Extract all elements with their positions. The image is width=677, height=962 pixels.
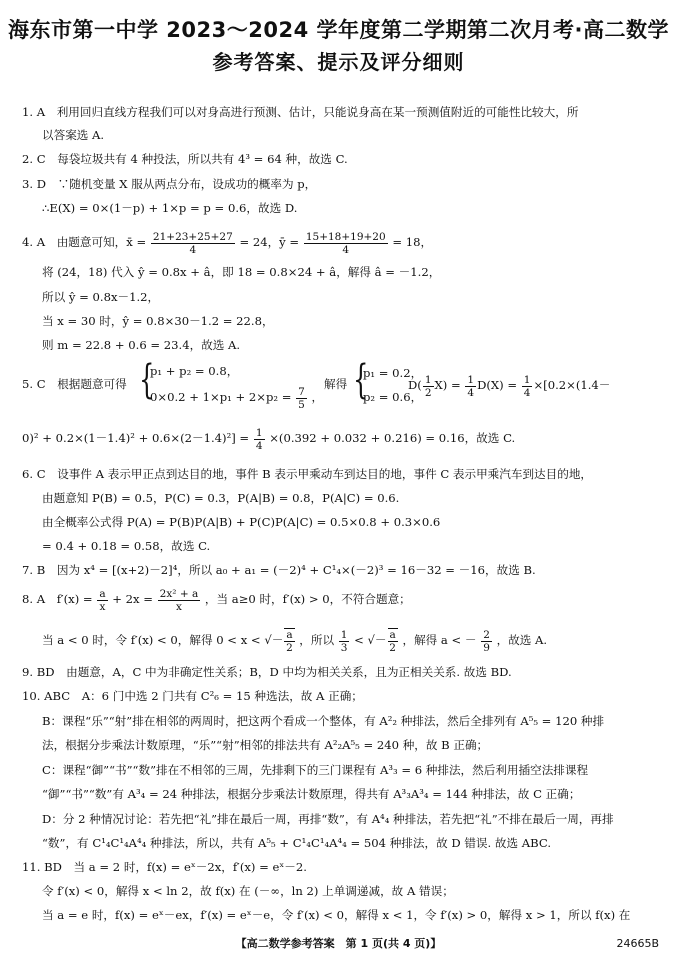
answer-6-line-4: = 0.4 + 0.18 = 0.58，故选 C. xyxy=(42,539,211,553)
answer-8-line-2: 当 a < 0 时，令 f′(x) < 0，解得 0 < x < √－ $\frac{a}{2}$ ，所以 $\frac{1}{3}$ < √－ $\frac{a}{2}$ ，解得 a < － $\frac{2}{9}$ ，故选 A. xyxy=(42,628,548,654)
answer-5-line-2: 0)² + 0.2×(1－1.4)² + 0.6×(2－1.4)²] = $\frac{1}{4}$ ×(0.392 + 0.032 + 0.216) = 0.16，故选 C. xyxy=(22,426,516,452)
answer-11-line-3: 当 a = e 时，f(x) = eˣ－ex，f′(x) = eˣ－e，令 f′(x) < 0，解得 x < 1，令 f′(x) > 0，解得 x > 1，所以 f(x) 在 xyxy=(42,908,631,922)
answer-11-line-1: 11. BD 当 a = 2 时，f(x) = eˣ－2x，f′(x) = eˣ－2. xyxy=(22,860,307,874)
variance-expression: D( $\frac{1}{2}$ X) = $\frac{1}{4}$ D(X) = $\frac{1}{4}$ ×[0.2×(1.4－ xyxy=(408,373,611,399)
answer-7: 7. B 因为 x⁴ = [(x+2)－2]⁴，所以 a₀ + a₁ = (－2)⁴ + C¹₄×(－2)³ = 16－32 = －16，故选 B. xyxy=(22,563,536,577)
answer-3-line-1: 3. D ∵随机变量 X 服从两点分布，设成功的概率为 p， xyxy=(22,177,317,191)
answer-10-line-6: D：分 2 种情况讨论：若先把“礼”排在最后一周，再排“数”，有 A⁴₄ 种排法，若先把“礼”不排在最后一周，再排 xyxy=(42,812,614,826)
answer-4-line-1 xyxy=(22,229,432,256)
answer-2: 2. C 每袋垃圾共有 4 种投法，所以共有 4³ = 64 种，故选 C. xyxy=(22,152,348,166)
answer-10-line-5: “御”“书”“数”有 A³₄ = 24 种排法，根据分步乘法计数原理，得共有 A³₃A³₄ = 144 种排法，故 C 正确； xyxy=(42,787,581,801)
answer-10-line-1: 10. ABC A：6 门中选 2 门共有 C²₆ = 15 种选法，故 A 正确； xyxy=(22,689,363,703)
answer-10-line-4: C：课程“御”“书”“数”排在不相邻的三周，先排剩下的三门课程有 A³₃ = 6 种排法，然后利用插空法排课程 xyxy=(42,763,589,777)
answer-10-line-7: “数”，有 C¹₄C¹₄A⁴₄ 种排法，所以，共有 A⁵₅ + C¹₄C¹₄A⁴₄ = 504 种排法，故 D 错误. 故选 ABC. xyxy=(42,836,552,850)
solution-p1: p₁ = 0.2， xyxy=(363,366,423,380)
system-equation-2: 0×0.2 + 1×p₁ + 2×p₂ = $\frac{7}{5}$ ， xyxy=(150,385,324,411)
answer-4-line-3: 所以 ŷ = 0.8x－1.2， xyxy=(42,290,160,304)
answer-3-line-2: ∴E(X) = 0×(1－p) + 1×p = p = 0.6，故选 D. xyxy=(42,201,298,215)
mean-y-fraction: $\frac{15+18+19+20}{4}$ xyxy=(305,230,386,256)
answer-9: 9. BD 由题意，A，C 中为非确定性关系；B，D 中均为相关关系，且为正相关关系. 故选 BD. xyxy=(22,665,512,679)
answer-1-line-1: 1. A 利用回归直线方程我们可以对身高进行预测、估计，只能说身高在某一预测值附近的可能性比较大，所 xyxy=(22,105,579,119)
answer-11-line-2: 令 f′(x) < 0，解得 x < ln 2，故 f(x) 在 (－∞，ln 2) 上单调递减，故 A 错误； xyxy=(42,884,454,898)
answer-4-line-4: 当 x = 30 时，ŷ = 0.8×30－1.2 = 22.8， xyxy=(42,314,274,328)
answer-6-line-3: 由全概率公式得 P(A) = P(B)P(A|B) + P(C)P(A|C) = 0.5×0.8 + 0.3×0.6 xyxy=(42,515,441,529)
answer-10-line-3: 法，根据分步乘法计数原理，“乐”“射”相邻的排法共有 A²₂A⁵₅ = 240 种，故 B 正确； xyxy=(42,738,489,752)
answer-4-text: = 18， xyxy=(392,235,433,249)
sqrt-symbol: √－ xyxy=(264,633,284,647)
answer-4-line-5: 则 m = 22.8 + 0.6 = 23.4，故选 A. xyxy=(42,338,241,352)
answer-6-line-2: 由题意知 P(B) = 0.5，P(C) = 0.3，P(A|B) = 0.8，P(A|C) = 0.6. xyxy=(42,491,400,505)
sqrt-symbol: √－ xyxy=(367,633,387,647)
page-title: 海东市第一中学 2023～2024 学年度第二学期第二次月考·高二数学 xyxy=(8,18,669,42)
page-footer: 【高二数学参考答案 第 1 页(共 4 页)】 xyxy=(235,937,442,950)
answer-8-line-1: 8. A f′(x) = $\frac{a}{x}$ + 2x = $\frac{\text{2x² + a}}{x}$ ，当 a≥0 时，f′(x) > 0，不符合题意； xyxy=(22,587,411,613)
answer-4-line-2: 将 (24，18) 代入 ŷ = 0.8x + â，即 18 = 0.8×24 + â，解得 â = －1.2， xyxy=(42,265,441,279)
answer-4-text: 4. A 由题意可知，x̄ = xyxy=(22,235,147,249)
answer-4-text: = 24，ȳ = xyxy=(239,235,300,249)
document-code: 24665B xyxy=(616,937,659,950)
answer-10-line-2: B：课程“乐”“射”排在相邻的两周时，把这两个看成一个整体，有 A²₂ 种排法，然后全排列有 A⁵₅ = 120 种排 xyxy=(42,714,605,728)
answer-1-line-2: 以答案选 A. xyxy=(42,128,105,142)
solution-p2: p₂ = 0.6， xyxy=(363,390,423,404)
mean-x-fraction: $\frac{21+23+25+27}{4}$ xyxy=(152,230,233,256)
left-brace: { xyxy=(353,357,369,403)
solve-label: 解得 xyxy=(324,377,348,391)
left-brace: { xyxy=(139,357,155,403)
system-equation-1: p₁ + p₂ = 0.8， xyxy=(150,364,239,378)
answer-5-intro: 5. C 根据题意可得 xyxy=(22,377,127,391)
page-subtitle: 参考答案、提示及评分细则 xyxy=(212,50,465,74)
answer-6-line-1: 6. C 设事件 A 表示甲正点到达目的地，事件 B 表示甲乘动车到达目的地，事件 C 表示甲乘汽车到达目的地， xyxy=(22,467,593,481)
